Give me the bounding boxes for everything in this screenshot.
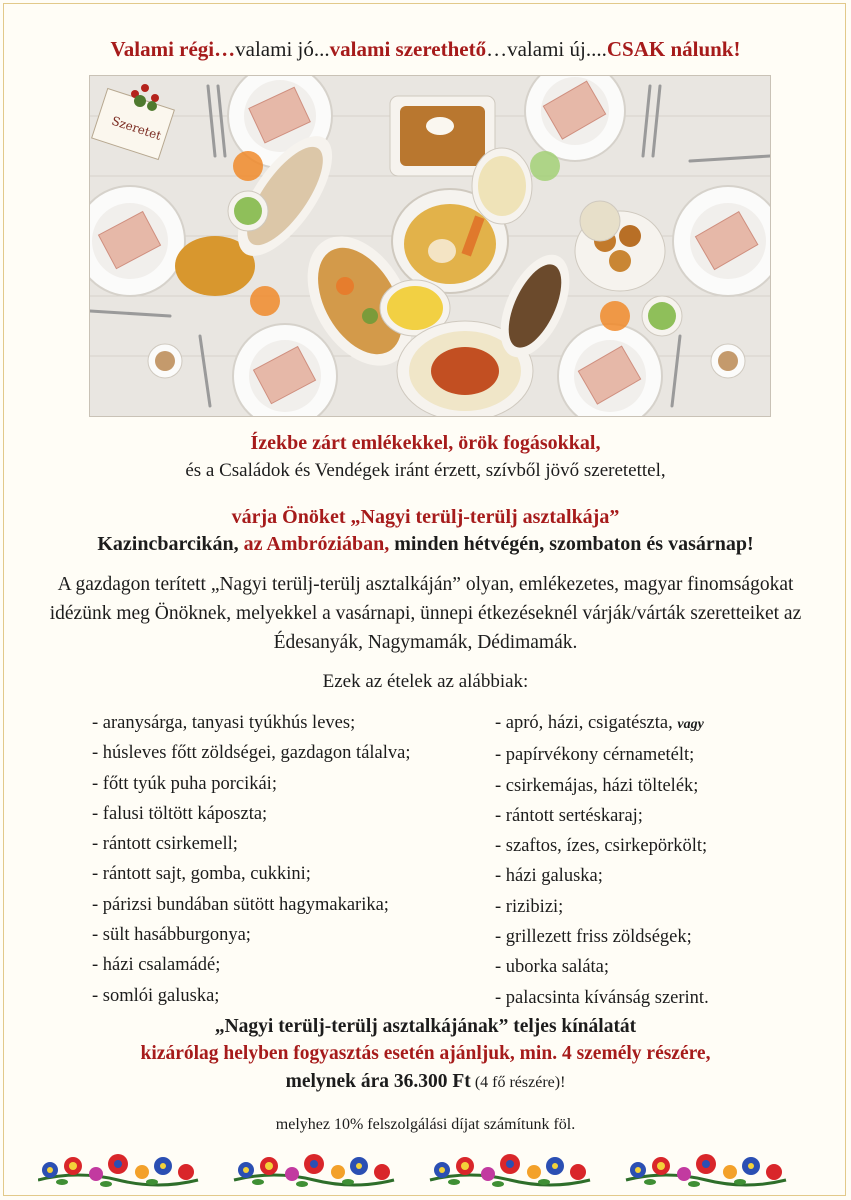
menu-item: - rántott sertéskaraj;	[495, 805, 643, 826]
menu-item: - falusi töltött káposzta;	[92, 803, 268, 824]
headline	[0, 36, 851, 62]
menu-intro: Ezek az ételek az alábbiak:	[322, 671, 529, 692]
location-schedule: minden hétvégén, szombaton és vasárnap!	[389, 533, 754, 555]
offer-line-1: „Nagyi terülj-terülj asztalkájának” teljes kínálatát	[214, 1016, 637, 1037]
menu-item: - somlói galuska;	[92, 985, 220, 1006]
menu-item: - aranysárga, tanyasi tyúkhús leves;	[92, 713, 356, 733]
location-city: Kazincbarcikán,	[97, 533, 244, 555]
headline-part-1: Valami régi…	[110, 37, 236, 61]
menu-item: - rántott csirkemell;	[92, 834, 238, 855]
menu-list-left	[92, 708, 492, 1011]
menu-item: - főtt tyúk puha porcikái;	[92, 773, 277, 794]
service-fee-note: melyhez 10% felszolgálási díjat számítunk föl.	[275, 1116, 576, 1133]
headline-part-5: CSAK nálunk!	[606, 37, 741, 61]
menu-item-text: - apró, házi, csigatészta,	[495, 713, 673, 733]
menu-item: - grillezett friss zöldségek;	[495, 927, 692, 948]
menu-or-note: vagy	[677, 717, 704, 732]
price-text: melynek ára 36.300 Ft	[285, 1071, 471, 1092]
folk-flower-border	[38, 1152, 813, 1192]
menu-item: - húsleves főtt zöldségei, gazdagon tálalva;	[92, 743, 411, 764]
menu-item: - uborka saláta;	[495, 957, 610, 978]
headline-part-2: valami jó...	[235, 37, 330, 61]
card-text: Szeretet	[109, 113, 163, 143]
menu-list-right	[495, 708, 795, 1013]
tagline-line-1: Ízekbe zárt emlékekkel, örök fogásokkal,	[250, 432, 601, 454]
menu-item: - rizibizi;	[495, 896, 564, 917]
offer-line-2: kizárólag helyben fogyasztás esetén ajánljuk, min. 4 személy részére,	[140, 1043, 711, 1064]
menu-item: - szaftos, ízes, csirkepörkölt;	[495, 836, 708, 857]
menu-item: - párizsi bundában sütött hagymakarika;	[92, 894, 389, 915]
price-note: (4 fő részére)!	[470, 1074, 566, 1091]
price-line	[0, 1071, 851, 1093]
location-line	[0, 533, 851, 556]
feast-table-photo	[89, 75, 771, 417]
menu-item: - palacsinta kívánság szerint.	[495, 987, 709, 1008]
location-venue: az Ambróziában,	[243, 533, 390, 555]
description-paragraph: A gazdagon terített „Nagyi terülj-terülj asztalkáján” olyan, emlékezetes, magyar finomságokat idézünk meg Önöknek, melyekkel a vasárnapi, ünnepi étkezéseknél várják/várták szeretteiket az Édesanyák, Nagymamák, Dédimamák.	[49, 574, 802, 653]
menu-item: - házi csalamádé;	[92, 955, 221, 976]
menu-item: - csirkemájas, házi töltelék;	[495, 775, 699, 796]
menu-item-with-note	[495, 708, 795, 740]
menu-item: - házi galuska;	[495, 866, 603, 887]
headline-part-4: …valami új....	[486, 37, 607, 61]
headline-part-3: valami szerethető	[329, 37, 487, 61]
tagline-line-3: várja Önöket „Nagyi terülj-terülj asztalkája”	[231, 506, 620, 528]
menu-item: - rántott sajt, gomba, cukkini;	[92, 864, 311, 885]
tagline-line-2: és a Családok és Vendégek iránt érzett, szívből jövő szeretettel,	[185, 460, 666, 481]
menu-item: - papírvékony cérnametélt;	[495, 745, 695, 766]
menu-item: - sült hasábburgonya;	[92, 925, 251, 946]
